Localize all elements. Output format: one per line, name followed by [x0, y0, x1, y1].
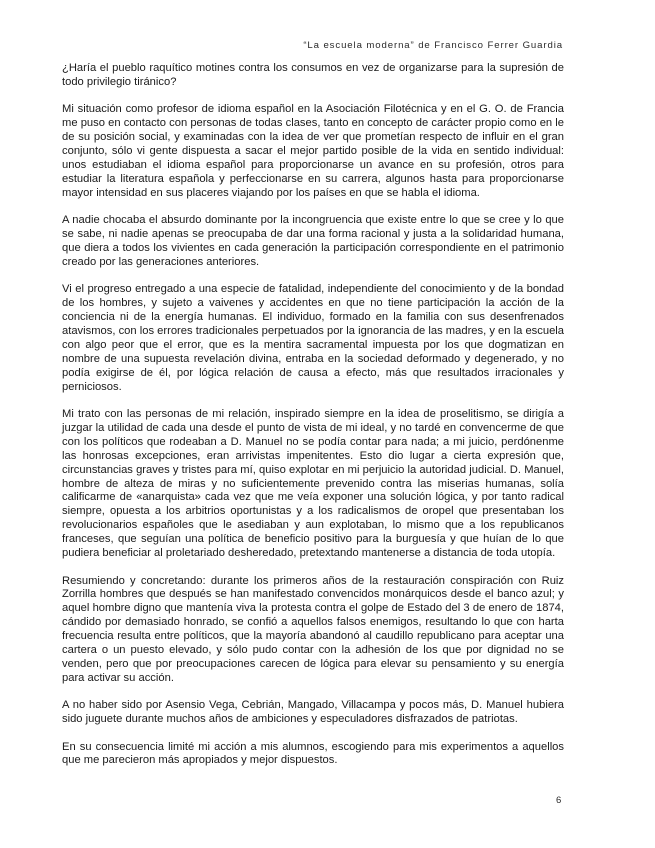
running-header: “La escuela moderna” de Francisco Ferrer Guardia — [303, 40, 563, 51]
paragraph: ¿Haría el pueblo raquítico motines contra los consumos en vez de organizarse para la supresión de todo privilegio tiránico? — [62, 62, 564, 88]
paragraph: Vi el progreso entregado a una especie de fatalidad, independiente del conocimiento y de la bondad de los hombres, y sujeto a vaivenes y accidentes en que no tiene participación la acción de la conciencia ni de la energía humanas. El individuo, formado en la familia con sus desenfrenados atavismos, con los errores tradicionales perpetuados por la ignorancia de las madres, y en la escuela con algo peor que el error, que es la mentira sacramental impuesta por los que dogmatizan en nombre de una supuesta revelación divina, entraba en la sociedad deformado y degenerado, y no podía exigirse de él, por lógica relación de causa a efecto, más que resultados irracionales y perniciosos. — [62, 283, 564, 393]
page-number: 6 — [556, 795, 562, 806]
paragraph: Mi trato con las personas de mi relación, inspirado siempre en la idea de proselitismo, se dirigía a juzgar la utilidad de cada una desde el punto de vista de mi ideal, y no tardé en convencerme de que con los políticos que rodeaban a D. Manuel no se podía contar para nada; a mi juicio, perdónenme las honrosas excepciones, eran arrivistas impenitentes. Esto dio lugar a cierta expresión que, circunstancias graves y tristes para mí, quiso explotar en mi perjuicio la autoridad judicial. D. Manuel, hombre de alteza de miras y no suficientemente prevenido contra las miserias humanas, solía calificarme de «anarquista» cada vez que me veía exponer una solución lógica, y por tanto radical siempre, opuesta a los arbitrios oportunistas y a los radicalismos de oropel que presentaban los revolucionarios españoles que le asediaban y aun explotaban, lo mismo que a los republicanos franceses, que seguían una política de beneficio positivo para la burguesía y que huían de lo que pudiera beneficiar al proletariado desheredado, pretextando mantenerse a distancia de toda utopía. — [62, 408, 564, 560]
paragraph: Resumiendo y concretando: durante los primeros años de la restauración conspiración con Ruiz Zorrilla hombres que después se han manifestado convencidos monárquicos desde el banco azul; y aquel hombre digno que mantenía viva la protesta contra el golpe de Estado del 3 de enero de 1874, cándido por demasiado honrado, se confió a aquellos falsos enemigos, resultando lo que con harta frecuencia resulta entre políticos, que la mayoría abandonó al caudillo republicano para aceptar una cartera o un puesto elevado, y sólo pudo contar con la adhesión de los que por dignidad no se venden, pero que por preocupaciones carecen de lógica para elevar su pensamiento y su energía para activar su acción. — [62, 574, 564, 684]
paragraph: Mi situación como profesor de idioma español en la Asociación Filotécnica y en el G. O. de Francia me puso en contacto con personas de todas clases, tanto en concepto de carácter propio como en le de su posición social, y examinadas con la idea de ver que prometían respecto de influir en el gran conjunto, sólo vi gente dispuesta a sacar el mejor partido posible de la vida en sentido individual: unos estudiaban el idioma español para proporcionarse un avance en su profesión, otros para estudiar la literatura española y perfeccionarse en su carrera, algunos hasta para proporcionarse mayor intensidad en sus placeres viajando por los países en que se habla el idioma. — [62, 103, 564, 199]
paragraph: A no haber sido por Asensio Vega, Cebrián, Mangado, Villacampa y pocos más, D. Manuel hubiera sido juguete durante muchos años de ambiciones y especuladores disfrazados de patriotas. — [62, 699, 564, 726]
body-text — [62, 62, 564, 782]
paragraph: A nadie chocaba el absurdo dominante por la incongruencia que existe entre lo que se cree y lo que se sabe, ni nadie apenas se preocupaba de dar una forma racional y justa a la solidaridad humana, que diera a todos los vivientes en cada generación la participación correspondiente en el patrimonio creado por las generaciones anteriores. — [62, 214, 564, 268]
paragraph: En su consecuencia limité mi acción a mis alumnos, escogiendo para mis experimentos a aquellos que me parecieron más apropiados y mejor dispuestos. — [62, 740, 564, 767]
